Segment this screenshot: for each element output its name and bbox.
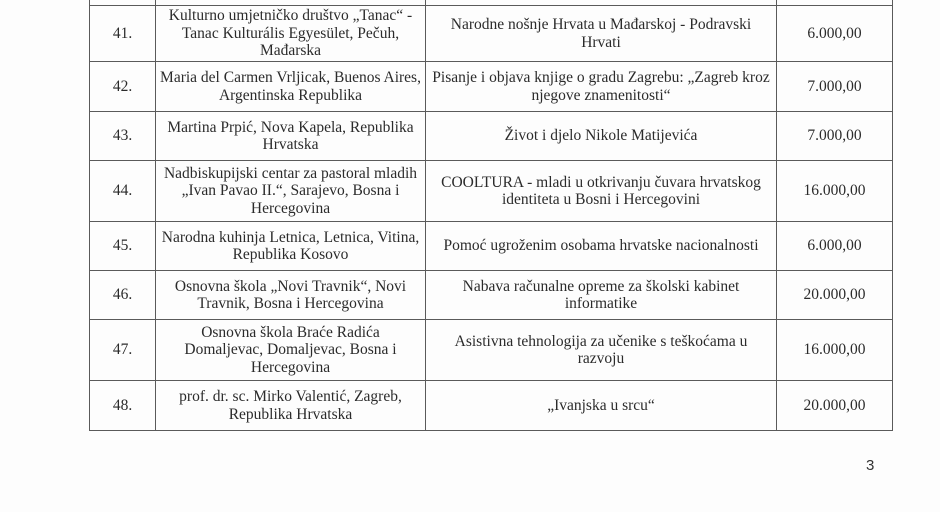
grant-table bbox=[89, 0, 893, 431]
table-body bbox=[90, 0, 893, 431]
table-row bbox=[90, 320, 893, 381]
recipient-cell: Kulturno umjetničko društvo „Tanac“ - Tanac Kulturális Egyesület, Pečuh, Mađarska bbox=[156, 6, 426, 62]
table-row bbox=[90, 271, 893, 320]
row-number: 47. bbox=[90, 320, 156, 381]
row-number: 45. bbox=[90, 222, 156, 271]
amount-cell: 6.000,00 bbox=[777, 222, 893, 271]
project-cell: Pisanje i objava knjige o gradu Zagrebu: „Zagreb kroz njegove znamenitosti“ bbox=[426, 62, 777, 112]
recipient-cell: Maria del Carmen Vrljicak, Buenos Aires, Argentinska Republika bbox=[156, 62, 426, 112]
row-number: 42. bbox=[90, 62, 156, 112]
row-number: 46. bbox=[90, 271, 156, 320]
project-cell: COOLTURA - mladi u otkrivanju čuvara hrvatskog identiteta u Bosni i Hercegovini bbox=[426, 161, 777, 222]
row-number: 44. bbox=[90, 161, 156, 222]
recipient-cell: Nadbiskupijski centar za pastoral mladih „Ivan Pavao II.“, Sarajevo, Bosna i Hercegovina bbox=[156, 161, 426, 222]
amount-cell: 16.000,00 bbox=[777, 161, 893, 222]
table-row bbox=[90, 381, 893, 431]
amount-cell: 16.000,00 bbox=[777, 320, 893, 381]
project-cell: Nabava računalne opreme za školski kabinet informatike bbox=[426, 271, 777, 320]
page-number: 3 bbox=[866, 457, 875, 474]
project-cell: Pomoć ugroženim osobama hrvatske nacionalnosti bbox=[426, 222, 777, 271]
recipient-cell: prof. dr. sc. Mirko Valentić, Zagreb, Republika Hrvatska bbox=[156, 381, 426, 431]
table-row bbox=[90, 62, 893, 112]
amount-cell: 7.000,00 bbox=[777, 112, 893, 161]
amount-cell: 7.000,00 bbox=[777, 62, 893, 112]
recipient-cell: Narodna kuhinja Letnica, Letnica, Vitina, Republika Kosovo bbox=[156, 222, 426, 271]
table-row bbox=[90, 6, 893, 62]
table-row bbox=[90, 222, 893, 271]
table-row bbox=[90, 161, 893, 222]
row-number: 43. bbox=[90, 112, 156, 161]
recipient-cell: Osnovna škola „Novi Travnik“, Novi Travnik, Bosna i Hercegovina bbox=[156, 271, 426, 320]
table-row bbox=[90, 112, 893, 161]
project-cell: Narodne nošnje Hrvata u Mađarskoj - Podravski Hrvati bbox=[426, 6, 777, 62]
row-number: 48. bbox=[90, 381, 156, 431]
row-number: 41. bbox=[90, 6, 156, 62]
recipient-cell: Martina Prpić, Nova Kapela, Republika Hrvatska bbox=[156, 112, 426, 161]
amount-cell: 6.000,00 bbox=[777, 6, 893, 62]
recipient-cell: Osnovna škola Braće Radića Domaljevac, Domaljevac, Bosna i Hercegovina bbox=[156, 320, 426, 381]
project-cell: „Ivanjska u srcu“ bbox=[426, 381, 777, 431]
project-cell: Život i djelo Nikole Matijevića bbox=[426, 112, 777, 161]
project-cell: Asistivna tehnologija za učenike s teškoćama u razvoju bbox=[426, 320, 777, 381]
amount-cell: 20.000,00 bbox=[777, 271, 893, 320]
amount-cell: 20.000,00 bbox=[777, 381, 893, 431]
